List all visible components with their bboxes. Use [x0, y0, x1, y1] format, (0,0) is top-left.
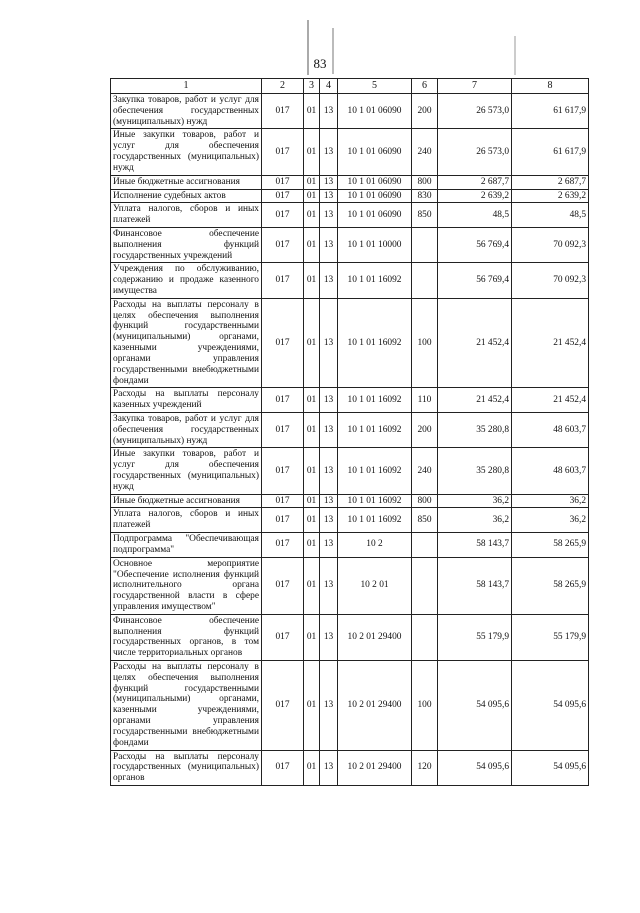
ministry-code: 017	[262, 508, 304, 533]
expense-type-code: 100	[412, 661, 438, 751]
section-code: 01	[304, 557, 320, 614]
subsection-code: 13	[320, 557, 338, 614]
table-row	[111, 227, 589, 262]
subsection-code: 13	[320, 533, 338, 558]
amount-col7: 54 095,6	[438, 661, 512, 751]
table-row	[111, 508, 589, 533]
amount-col7: 2 687,7	[438, 175, 512, 189]
table-row	[111, 388, 589, 413]
expense-type-code	[412, 557, 438, 614]
expense-type-code: 800	[412, 175, 438, 189]
target-article-code: 10 1 01 06090	[338, 189, 412, 203]
ministry-code: 017	[262, 412, 304, 447]
ministry-code: 017	[262, 298, 304, 388]
ministry-code: 017	[262, 388, 304, 413]
target-article-code: 10 2	[338, 533, 412, 558]
amount-col7: 56 769,4	[438, 227, 512, 262]
column-header: 6	[412, 79, 438, 94]
target-article-code: 10 1 01 06090	[338, 175, 412, 189]
table-row	[111, 557, 589, 614]
amount-col7: 21 452,4	[438, 388, 512, 413]
target-article-code: 10 2 01 29400	[338, 750, 412, 785]
table-row	[111, 448, 589, 494]
column-header: 2	[262, 79, 304, 94]
expense-type-code: 110	[412, 388, 438, 413]
amount-col8: 55 179,9	[512, 614, 589, 660]
section-code: 01	[304, 412, 320, 447]
item-name: Иные бюджетные ассигнования	[111, 175, 262, 189]
ministry-code: 017	[262, 533, 304, 558]
amount-col7: 36,2	[438, 494, 512, 508]
target-article-code: 10 2 01	[338, 557, 412, 614]
amount-col7: 58 143,7	[438, 557, 512, 614]
expense-type-code: 200	[412, 94, 438, 129]
amount-col7: 2 639,2	[438, 189, 512, 203]
section-code: 01	[304, 533, 320, 558]
ministry-code: 017	[262, 494, 304, 508]
item-name: Исполнение судебных актов	[111, 189, 262, 203]
item-name: Иные закупки товаров, работ и услуг для обеспечения государственных (муниципальных) нужд	[111, 129, 262, 175]
subsection-code: 13	[320, 388, 338, 413]
amount-col8: 21 452,4	[512, 388, 589, 413]
item-name: Расходы на выплаты персоналу государственных (муниципальных) органов	[111, 750, 262, 785]
expense-type-code: 240	[412, 129, 438, 175]
item-name: Закупка товаров, работ и услуг для обеспечения государственных (муниципальных) нужд	[111, 94, 262, 129]
section-code: 01	[304, 94, 320, 129]
ministry-code: 017	[262, 94, 304, 129]
amount-col7: 36,2	[438, 508, 512, 533]
item-name: Расходы на выплаты персоналу в целях обеспечения выполнения функций государственными (муниципальными) органами, казенными учреждениями, органами управления государственными внебюджетными фондами	[111, 661, 262, 751]
item-name: Расходы на выплаты персоналу в целях обеспечения выполнения функций государственными (муниципальными) органами, казенными учреждениями, органами управления государственными внебюджетными фондами	[111, 298, 262, 388]
table-row	[111, 175, 589, 189]
amount-col8: 70 092,3	[512, 263, 589, 298]
subsection-code: 13	[320, 614, 338, 660]
column-header: 1	[111, 79, 262, 94]
header-row	[111, 79, 589, 94]
table-row	[111, 129, 589, 175]
ministry-code: 017	[262, 557, 304, 614]
amount-col7: 54 095,6	[438, 750, 512, 785]
amount-col7: 48,5	[438, 203, 512, 228]
amount-col8: 54 095,6	[512, 750, 589, 785]
target-article-code: 10 1 01 16092	[338, 263, 412, 298]
subsection-code: 13	[320, 175, 338, 189]
amount-col7: 26 573,0	[438, 94, 512, 129]
column-header: 7	[438, 79, 512, 94]
subsection-code: 13	[320, 508, 338, 533]
subsection-code: 13	[320, 494, 338, 508]
table-row	[111, 412, 589, 447]
column-header: 5	[338, 79, 412, 94]
target-article-code: 10 2 01 29400	[338, 661, 412, 751]
ministry-code: 017	[262, 189, 304, 203]
subsection-code: 13	[320, 412, 338, 447]
table-row	[111, 533, 589, 558]
section-code: 01	[304, 614, 320, 660]
expense-type-code: 200	[412, 412, 438, 447]
amount-col7: 26 573,0	[438, 129, 512, 175]
amount-col8: 36,2	[512, 508, 589, 533]
subsection-code: 13	[320, 189, 338, 203]
amount-col8: 48 603,7	[512, 448, 589, 494]
section-code: 01	[304, 750, 320, 785]
amount-col8: 2 639,2	[512, 189, 589, 203]
ministry-code: 017	[262, 175, 304, 189]
expense-type-code: 850	[412, 508, 438, 533]
item-name: Уплата налогов, сборов и иных платежей	[111, 203, 262, 228]
ministry-code: 017	[262, 227, 304, 262]
page-number: 83	[313, 56, 327, 71]
expense-type-code: 800	[412, 494, 438, 508]
target-article-code: 10 1 01 16092	[338, 388, 412, 413]
amount-col8: 54 095,6	[512, 661, 589, 751]
amount-col7: 35 280,8	[438, 448, 512, 494]
expense-type-code: 120	[412, 750, 438, 785]
table-row	[111, 189, 589, 203]
expense-type-code: 240	[412, 448, 438, 494]
subsection-code: 13	[320, 203, 338, 228]
amount-col8: 21 452,4	[512, 298, 589, 388]
expense-type-code: 100	[412, 298, 438, 388]
item-name: Основное мероприятие "Обеспечение исполнения функций исполнительного органа государственной власти в сфере управления имуществом"	[111, 557, 262, 614]
item-name: Финансовое обеспечение выполнения функций государственных учреждений	[111, 227, 262, 262]
amount-col8: 48 603,7	[512, 412, 589, 447]
subsection-code: 13	[320, 227, 338, 262]
target-article-code: 10 1 01 10000	[338, 227, 412, 262]
amount-col8: 58 265,9	[512, 557, 589, 614]
ministry-code: 017	[262, 263, 304, 298]
section-code: 01	[304, 448, 320, 494]
expense-type-code	[412, 614, 438, 660]
section-code: 01	[304, 508, 320, 533]
subsection-code: 13	[320, 129, 338, 175]
amount-col8: 36,2	[512, 494, 589, 508]
table-row	[111, 94, 589, 129]
amount-col7: 55 179,9	[438, 614, 512, 660]
amount-col7: 56 769,4	[438, 263, 512, 298]
target-article-code: 10 1 01 06090	[338, 203, 412, 228]
amount-col7: 21 452,4	[438, 298, 512, 388]
section-code: 01	[304, 227, 320, 262]
amount-col8: 61 617,9	[512, 129, 589, 175]
amount-col7: 58 143,7	[438, 533, 512, 558]
expense-type-code: 830	[412, 189, 438, 203]
ministry-code: 017	[262, 129, 304, 175]
table-row	[111, 494, 589, 508]
expense-type-code	[412, 263, 438, 298]
subsection-code: 13	[320, 661, 338, 751]
subsection-code: 13	[320, 263, 338, 298]
subsection-code: 13	[320, 448, 338, 494]
amount-col8: 70 092,3	[512, 227, 589, 262]
expense-type-code	[412, 533, 438, 558]
target-article-code: 10 1 01 16092	[338, 448, 412, 494]
column-header: 8	[512, 79, 589, 94]
amount-col8: 58 265,9	[512, 533, 589, 558]
amount-col8: 2 687,7	[512, 175, 589, 189]
target-article-code: 10 1 01 16092	[338, 412, 412, 447]
table-row	[111, 614, 589, 660]
column-header: 3	[304, 79, 320, 94]
column-header: 4	[320, 79, 338, 94]
section-code: 01	[304, 298, 320, 388]
target-article-code: 10 2 01 29400	[338, 614, 412, 660]
amount-col8: 61 617,9	[512, 94, 589, 129]
item-name: Учреждения по обслуживанию, содержанию и продаже казенного имущества	[111, 263, 262, 298]
table-row	[111, 298, 589, 388]
item-name: Иные бюджетные ассигнования	[111, 494, 262, 508]
section-code: 01	[304, 203, 320, 228]
budget-table	[110, 78, 589, 786]
target-article-code: 10 1 01 16092	[338, 494, 412, 508]
section-code: 01	[304, 189, 320, 203]
subsection-code: 13	[320, 298, 338, 388]
subsection-code: 13	[320, 750, 338, 785]
target-article-code: 10 1 01 16092	[338, 298, 412, 388]
amount-col8: 48,5	[512, 203, 589, 228]
target-article-code: 10 1 01 16092	[338, 508, 412, 533]
item-name: Расходы на выплаты персоналу казенных учреждений	[111, 388, 262, 413]
ministry-code: 017	[262, 750, 304, 785]
item-name: Закупка товаров, работ и услуг для обеспечения государственных (муниципальных) нужд	[111, 412, 262, 447]
table-row	[111, 203, 589, 228]
section-code: 01	[304, 175, 320, 189]
amount-col7: 35 280,8	[438, 412, 512, 447]
ministry-code: 017	[262, 203, 304, 228]
item-name: Уплата налогов, сборов и иных платежей	[111, 508, 262, 533]
expense-type-code: 850	[412, 203, 438, 228]
section-code: 01	[304, 494, 320, 508]
target-article-code: 10 1 01 06090	[338, 129, 412, 175]
table-row	[111, 750, 589, 785]
item-name: Иные закупки товаров, работ и услуг для обеспечения государственных (муниципальных) нужд	[111, 448, 262, 494]
target-article-code: 10 1 01 06090	[338, 94, 412, 129]
item-name: Подпрограмма "Обеспечивающая подпрограмма"	[111, 533, 262, 558]
ministry-code: 017	[262, 661, 304, 751]
table-row	[111, 263, 589, 298]
expense-type-code	[412, 227, 438, 262]
subsection-code: 13	[320, 94, 338, 129]
section-code: 01	[304, 661, 320, 751]
section-code: 01	[304, 388, 320, 413]
ministry-code: 017	[262, 448, 304, 494]
table-row	[111, 661, 589, 751]
section-code: 01	[304, 263, 320, 298]
ministry-code: 017	[262, 614, 304, 660]
section-code: 01	[304, 129, 320, 175]
item-name: Финансовое обеспечение выполнения функций государственных органов, в том числе территориальных органов	[111, 614, 262, 660]
